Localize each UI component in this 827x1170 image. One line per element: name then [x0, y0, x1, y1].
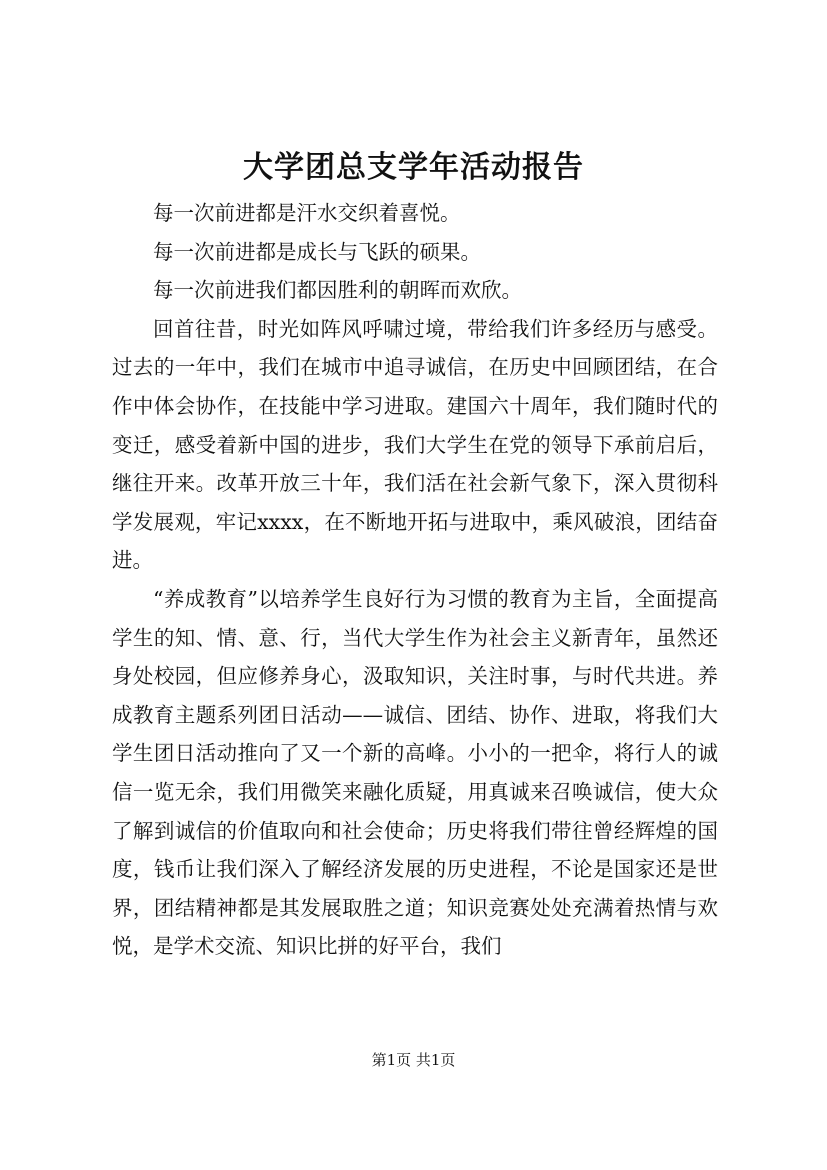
- paragraph: 回首往昔，时光如阵风呼啸过境，带给我们许多经历与感受。过去的一年中，我们在城市中追寻诚信，在历史中回顾团结，在合作中体会协作，在技能中学习进取。建国六十周年，我们随时代的变迁，感受着新中国的进步，我们大学生在党的领导下承前启后，继往开来。改革开放三十年，我们活在社会新气象下，深入贯彻科学发展观，牢记xxxx，在不断地开拓与进取中，乘风破浪，团结奋进。: [112, 316, 718, 573]
- page-number-footer: 第1页 共1页: [371, 1051, 456, 1069]
- document-title: 大学团总支学年活动报告: [243, 150, 584, 185]
- paragraph: 每一次前进都是汗水交织着喜悦。: [153, 201, 461, 225]
- paragraph: “养成教育”以培养学生良好行为习惯的教育为主旨，全面提高学生的知、情、意、行，当代大学生作为社会主义新青年，虽然还身处校园，但应修养身心，汲取知识，关注时事，与时代共进。养成教育主题系列团日活动——诚信、团结、协作、进取，将我们大学生团日活动推向了又一个新的高峰。小小的一把伞，将行人的诚信一览无余，我们用微笑来融化质疑，用真诚来召唤诚信，使大众了解到诚信的价值取向和社会使命；历史将我们带往曾经辉煌的国度，钱币让我们深入了解经济发展的历史进程，不论是国家还是世界，团结精神都是其发展取胜之道；知识竞赛处处充满着热情与欢悦，是学术交流、知识比拼的好平台，我们: [112, 586, 718, 959]
- paragraph: 每一次前进我们都因胜利的朝晖而欢欣。: [153, 278, 522, 303]
- document-body: [112, 194, 718, 966]
- paragraph: 每一次前进都是成长与飞跃的硕果。: [153, 239, 481, 264]
